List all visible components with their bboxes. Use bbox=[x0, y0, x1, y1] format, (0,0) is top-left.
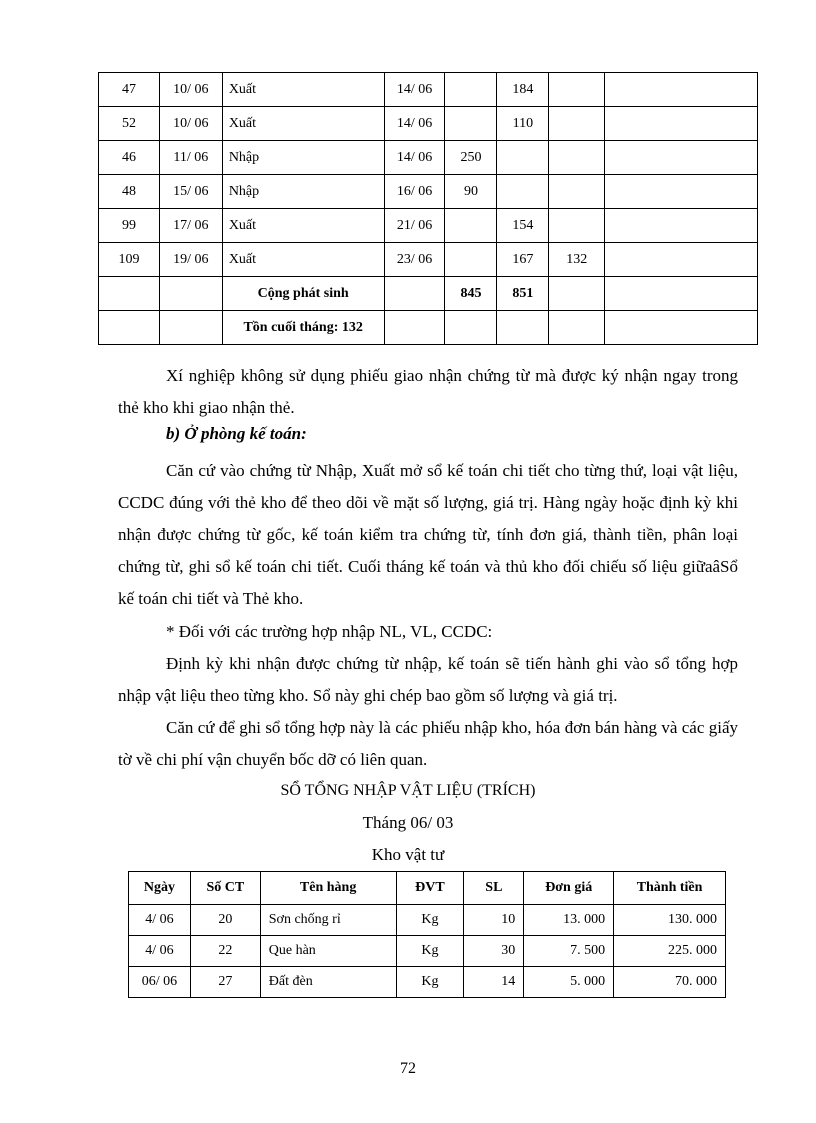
stock-card-cell: 99 bbox=[99, 209, 160, 243]
total-in: 845 bbox=[445, 277, 497, 311]
stock-card-cell: Nhập bbox=[222, 141, 384, 175]
ending-label: Tồn cuối tháng: 132 bbox=[222, 311, 384, 345]
stock-card-cell: Nhập bbox=[222, 175, 384, 209]
stock-card-cell bbox=[605, 107, 758, 141]
stock-card-cell: 110 bbox=[497, 107, 549, 141]
stock-card-cell: 14/ 06 bbox=[384, 73, 445, 107]
summary-cell: 7. 500 bbox=[524, 936, 614, 967]
stock-card-cell: 10/ 06 bbox=[159, 73, 222, 107]
summary-cell: 22 bbox=[190, 936, 260, 967]
summary-title: SỔ TỔNG NHẬP VẬT LIỆU (TRÍCH) bbox=[280, 782, 536, 799]
summary-cell: Kg bbox=[396, 905, 464, 936]
stock-card-cell bbox=[445, 73, 497, 107]
summary-header-cell: Số CT bbox=[190, 872, 260, 905]
stock-card-cell: 15/ 06 bbox=[159, 175, 222, 209]
paragraph-4: Định kỳ khi nhận được chứng từ nhập, kế toán sẽ tiến hành ghi vào sổ tổng hợp nhập vật liệu theo từng kho. Sổ này ghi chép bao gồm số lượng và giá trị. bbox=[118, 654, 738, 705]
stock-card-cell bbox=[445, 209, 497, 243]
stock-card-cell bbox=[549, 209, 605, 243]
stock-card-cell: 109 bbox=[99, 243, 160, 277]
stock-card-cell: 21/ 06 bbox=[384, 209, 445, 243]
stock-card-cell: 23/ 06 bbox=[384, 243, 445, 277]
summary-cell: 70. 000 bbox=[614, 967, 726, 998]
stock-card-cell bbox=[605, 141, 758, 175]
stock-card-cell: 184 bbox=[497, 73, 549, 107]
summary-header-cell: SL bbox=[464, 872, 524, 905]
summary-cell: 5. 000 bbox=[524, 967, 614, 998]
summary-cell: Que hàn bbox=[260, 936, 396, 967]
summary-cell: 4/ 06 bbox=[129, 936, 191, 967]
stock-card-cell: Xuất bbox=[222, 73, 384, 107]
stock-card-cell: 47 bbox=[99, 73, 160, 107]
total-row bbox=[99, 277, 758, 311]
summary-header-cell: Thành tiền bbox=[614, 872, 726, 905]
stock-card-row bbox=[99, 243, 758, 277]
summary-cell: Sơn chống rỉ bbox=[260, 905, 396, 936]
stock-card-row bbox=[99, 73, 758, 107]
summary-header-cell: ĐVT bbox=[396, 872, 464, 905]
stock-card-cell: 132 bbox=[549, 243, 605, 277]
paragraph-1: Xí nghiệp không sử dụng phiếu giao nhận chứng từ mà được ký nhận ngay trong thẻ kho khi giao nhận thẻ. bbox=[118, 366, 738, 417]
section-heading-b: b) Ở phòng kế toán: bbox=[166, 424, 307, 443]
summary-row bbox=[129, 936, 726, 967]
stock-card-cell: 167 bbox=[497, 243, 549, 277]
stock-card-cell bbox=[605, 73, 758, 107]
summary-cell: Kg bbox=[396, 936, 464, 967]
stock-card-cell bbox=[605, 243, 758, 277]
stock-card-row bbox=[99, 141, 758, 175]
stock-card-cell: 90 bbox=[445, 175, 497, 209]
stock-card-cell: 14/ 06 bbox=[384, 141, 445, 175]
stock-card-cell: 46 bbox=[99, 141, 160, 175]
ending-row bbox=[99, 311, 758, 345]
summary-cell: 225. 000 bbox=[614, 936, 726, 967]
paragraph-3: * Đối với các trường hợp nhập NL, VL, CCDC: bbox=[166, 622, 493, 641]
summary-cell: 30 bbox=[464, 936, 524, 967]
paragraph-2: Căn cứ vào chứng từ Nhập, Xuất mở sổ kế toán chi tiết cho từng thứ, loại vật liệu, CCDC đúng với thẻ kho để theo dõi về mặt số lượng, giá trị. Hàng ngày hoặc định kỳ khi nhận được chứng từ gốc, kế toán kiểm tra chứng từ, tính đơn giá, thành tiền, phân loại chứng từ, ghi sổ kế toán chi tiết. Cuối tháng kế toán và thủ kho đối chiếu số liệu giữaâSổ kế toán chi tiết và Thẻ kho. bbox=[118, 461, 738, 608]
summary-cell: 06/ 06 bbox=[129, 967, 191, 998]
stock-card-table bbox=[98, 72, 758, 345]
summary-header-row bbox=[129, 872, 726, 905]
summary-header-cell: Tên hàng bbox=[260, 872, 396, 905]
stock-card-row bbox=[99, 209, 758, 243]
summary-cell: 13. 000 bbox=[524, 905, 614, 936]
summary-cell: 10 bbox=[464, 905, 524, 936]
stock-card-cell: 17/ 06 bbox=[159, 209, 222, 243]
summary-header-cell: Ngày bbox=[129, 872, 191, 905]
summary-header-cell: Đơn giá bbox=[524, 872, 614, 905]
stock-card-row bbox=[99, 175, 758, 209]
stock-card-cell: 48 bbox=[99, 175, 160, 209]
stock-card-cell bbox=[549, 107, 605, 141]
stock-card-cell bbox=[549, 175, 605, 209]
stock-card-cell bbox=[605, 175, 758, 209]
stock-card-cell bbox=[445, 243, 497, 277]
stock-card-cell: 11/ 06 bbox=[159, 141, 222, 175]
summary-cell: 20 bbox=[190, 905, 260, 936]
stock-card-cell bbox=[605, 209, 758, 243]
summary-cell: Đất đèn bbox=[260, 967, 396, 998]
summary-table bbox=[128, 871, 726, 998]
total-out: 851 bbox=[497, 277, 549, 311]
summary-row bbox=[129, 967, 726, 998]
summary-cell: Kg bbox=[396, 967, 464, 998]
summary-cell: 130. 000 bbox=[614, 905, 726, 936]
stock-card-cell bbox=[445, 107, 497, 141]
stock-card-cell bbox=[549, 141, 605, 175]
stock-card-cell: 10/ 06 bbox=[159, 107, 222, 141]
summary-cell: 27 bbox=[190, 967, 260, 998]
stock-card-cell bbox=[497, 141, 549, 175]
summary-warehouse: Kho vật tư bbox=[371, 845, 445, 864]
stock-card-cell bbox=[497, 175, 549, 209]
stock-card-cell: 250 bbox=[445, 141, 497, 175]
summary-row bbox=[129, 905, 726, 936]
paragraph-5: Căn cứ để ghi sổ tổng hợp này là các phiếu nhập kho, hóa đơn bán hàng và các giấy tờ về chi phí vận chuyển bốc dỡ có liên quan. bbox=[118, 718, 738, 769]
summary-cell: 4/ 06 bbox=[129, 905, 191, 936]
summary-month: Tháng 06/ 03 bbox=[362, 813, 454, 832]
stock-card-row bbox=[99, 107, 758, 141]
summary-cell: 14 bbox=[464, 967, 524, 998]
stock-card-cell: 14/ 06 bbox=[384, 107, 445, 141]
stock-card-cell: 52 bbox=[99, 107, 160, 141]
stock-card-cell: 19/ 06 bbox=[159, 243, 222, 277]
stock-card-cell: Xuất bbox=[222, 107, 384, 141]
total-label: Cộng phát sinh bbox=[222, 277, 384, 311]
page-number: 72 bbox=[400, 1060, 416, 1077]
stock-card-cell bbox=[549, 73, 605, 107]
stock-card-cell: Xuất bbox=[222, 209, 384, 243]
stock-card-cell: 16/ 06 bbox=[384, 175, 445, 209]
stock-card-cell: 154 bbox=[497, 209, 549, 243]
stock-card-cell: Xuất bbox=[222, 243, 384, 277]
